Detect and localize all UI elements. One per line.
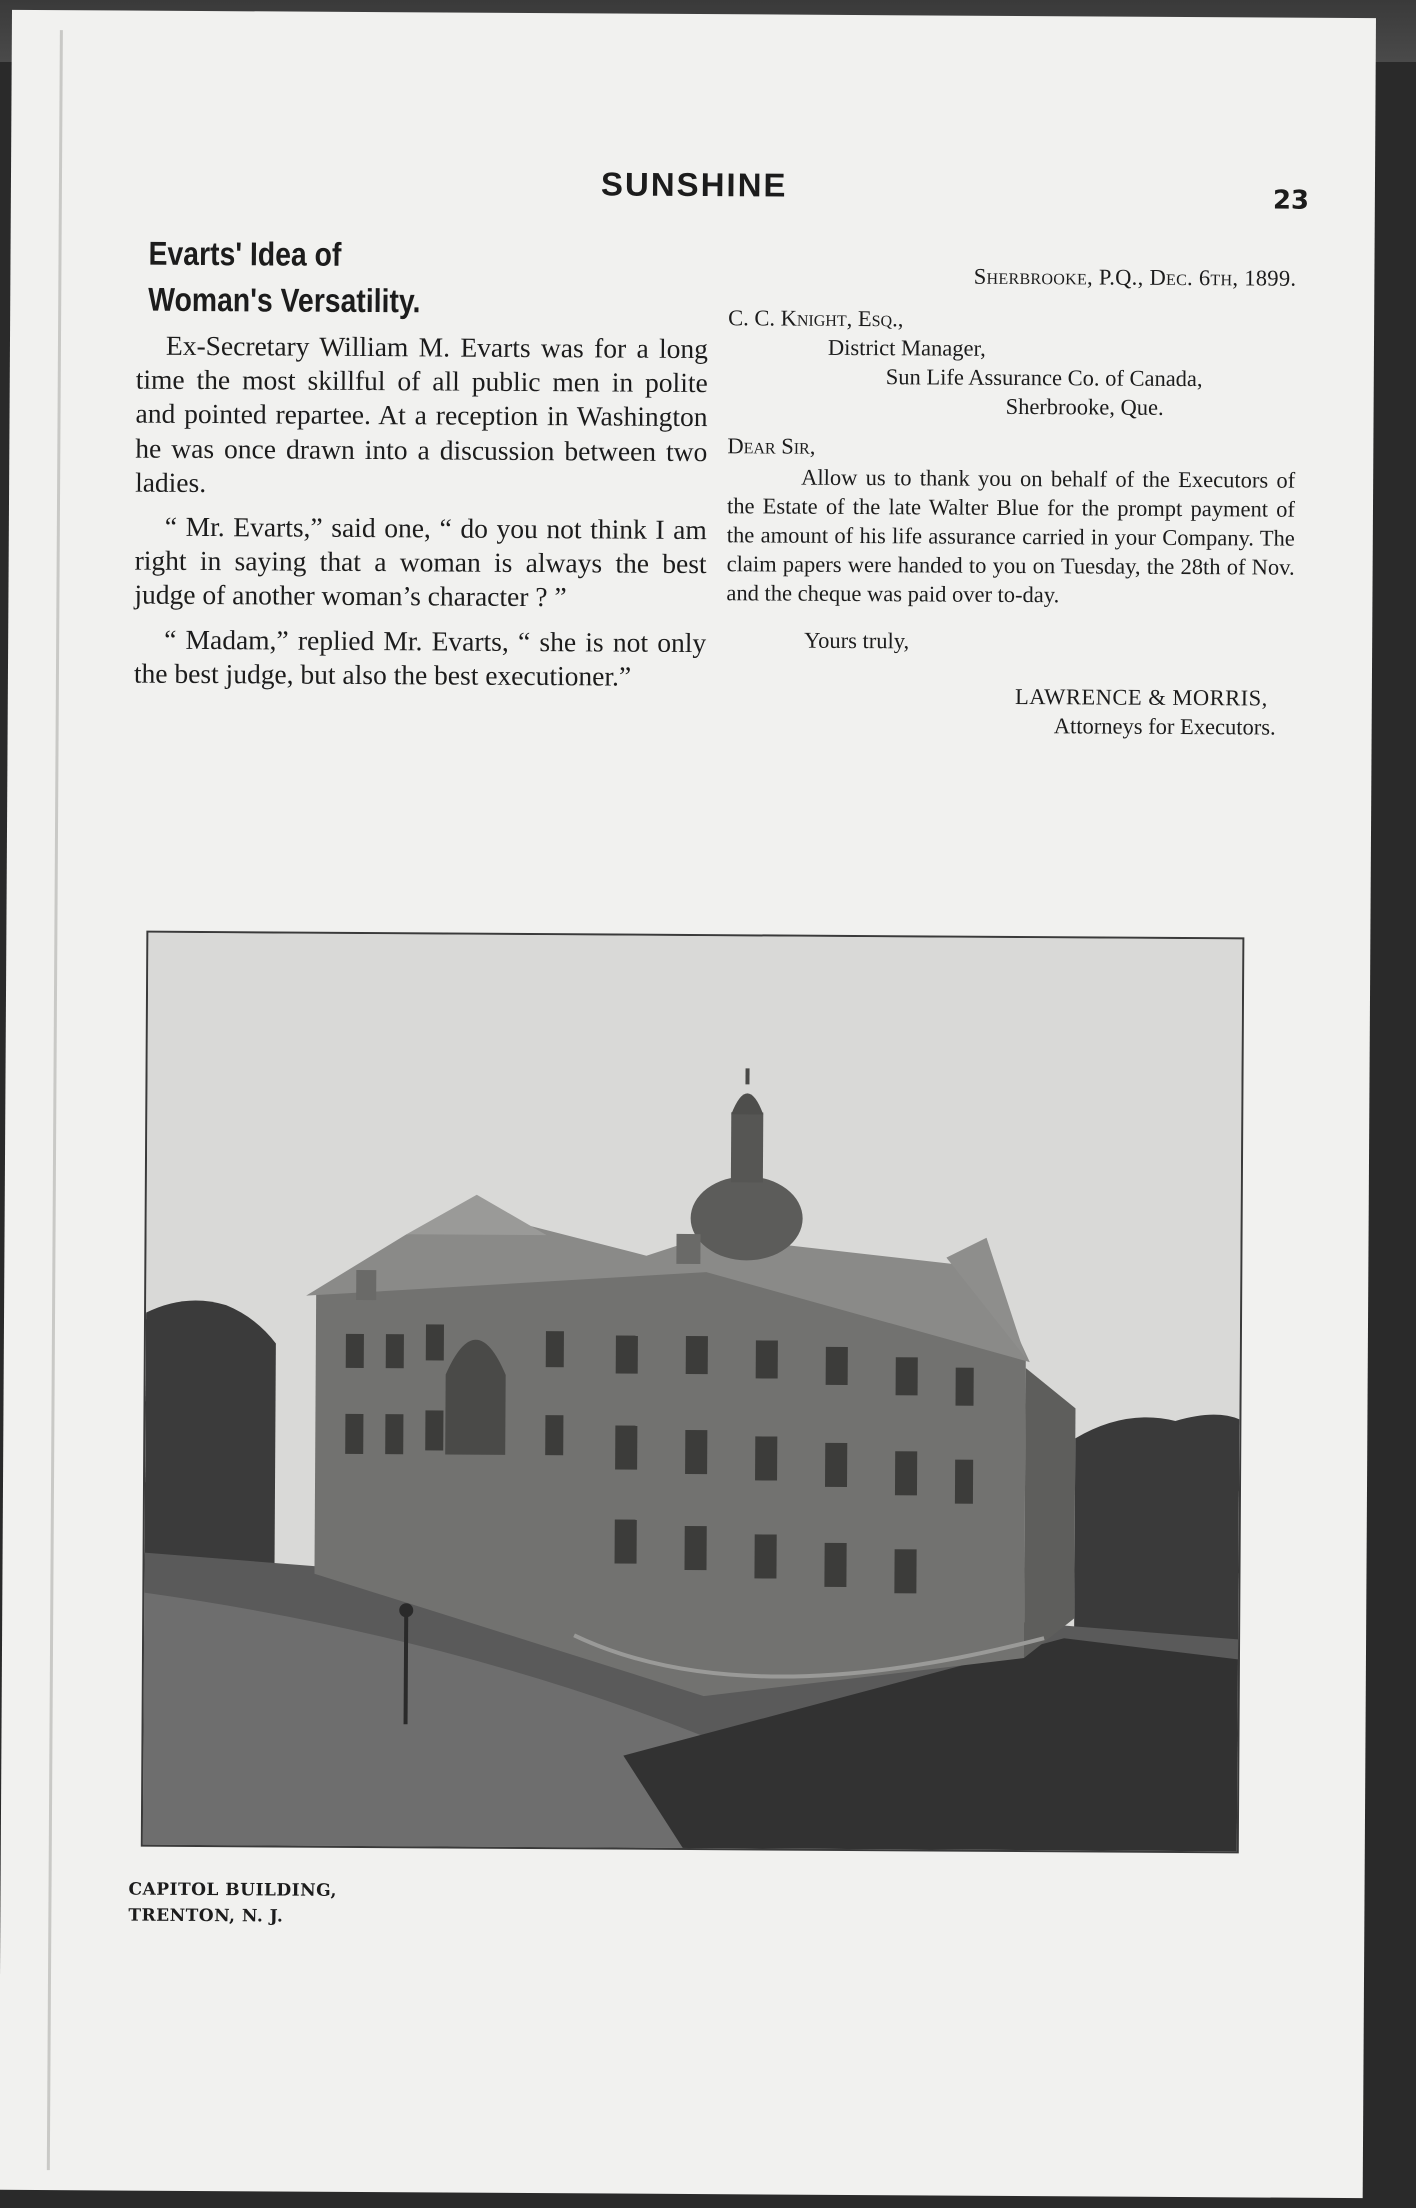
letter-signature: LAWRENCE & MORRIS, xyxy=(1014,683,1268,711)
capitol-building-photo xyxy=(141,931,1245,1854)
letter-closing: Yours truly, xyxy=(804,627,910,654)
letter-addressee-title: District Manager, xyxy=(827,334,986,361)
letter-addressee-name: C. C. Knight, Esq., xyxy=(728,305,904,332)
article-paragraph: “ Madam,” replied Mr. Evarts, “ she is not only the best judge, but also the best executioner.” xyxy=(133,623,707,692)
article-title-line-1: Evarts' Idea of xyxy=(148,234,342,273)
article-title xyxy=(148,231,647,326)
letter-addressee-city: Sherbrooke, Que. xyxy=(1005,393,1164,420)
letter-signature-role: Attorneys for Executors. xyxy=(1053,713,1276,740)
running-title: SUNSHINE xyxy=(600,165,788,204)
page-number: 23 xyxy=(1272,185,1310,216)
article-paragraph: “ Mr. Evarts,” said one, “ do you not think I am right in saying that a woman is always the best judge of another woman’s character ? ” xyxy=(134,510,707,613)
article-body xyxy=(134,329,708,705)
photo-caption-line-2: TRENTON, N. J. xyxy=(128,1905,284,1927)
letter-salutation: Dear Sir, xyxy=(727,433,816,459)
article-paragraph: Ex-Secretary William M. Evarts was for a long time the most skillful of all public men in polite and pointed repartee. At a reception in Washington he was once drawn into a discussion between two ladies. xyxy=(135,329,709,498)
photo-caption xyxy=(128,1877,337,1930)
article-title-line-2: Woman's Versatility. xyxy=(148,280,421,320)
letter-body: Allow us to thank you on behalf of the Executors of the Estate of the late Walter Blue for the prompt payment of the amount of his life assurance carried in your Company. The claim papers were handed to you on Tuesday, the 28th of Nov. and the cheque was paid over to-day. xyxy=(726,464,1296,608)
magazine-page xyxy=(0,10,1376,2198)
letter-addressee-company: Sun Life Assurance Co. of Canada, xyxy=(885,364,1203,392)
photo-caption-line-1: CAPITOL BUILDING, xyxy=(128,1879,338,1901)
testimonial-letter xyxy=(726,260,1297,741)
page-fold-edge xyxy=(47,30,63,2170)
letter-dateline: Sherbrooke, P.Q., Dec. 6th, 1899. xyxy=(973,263,1297,291)
